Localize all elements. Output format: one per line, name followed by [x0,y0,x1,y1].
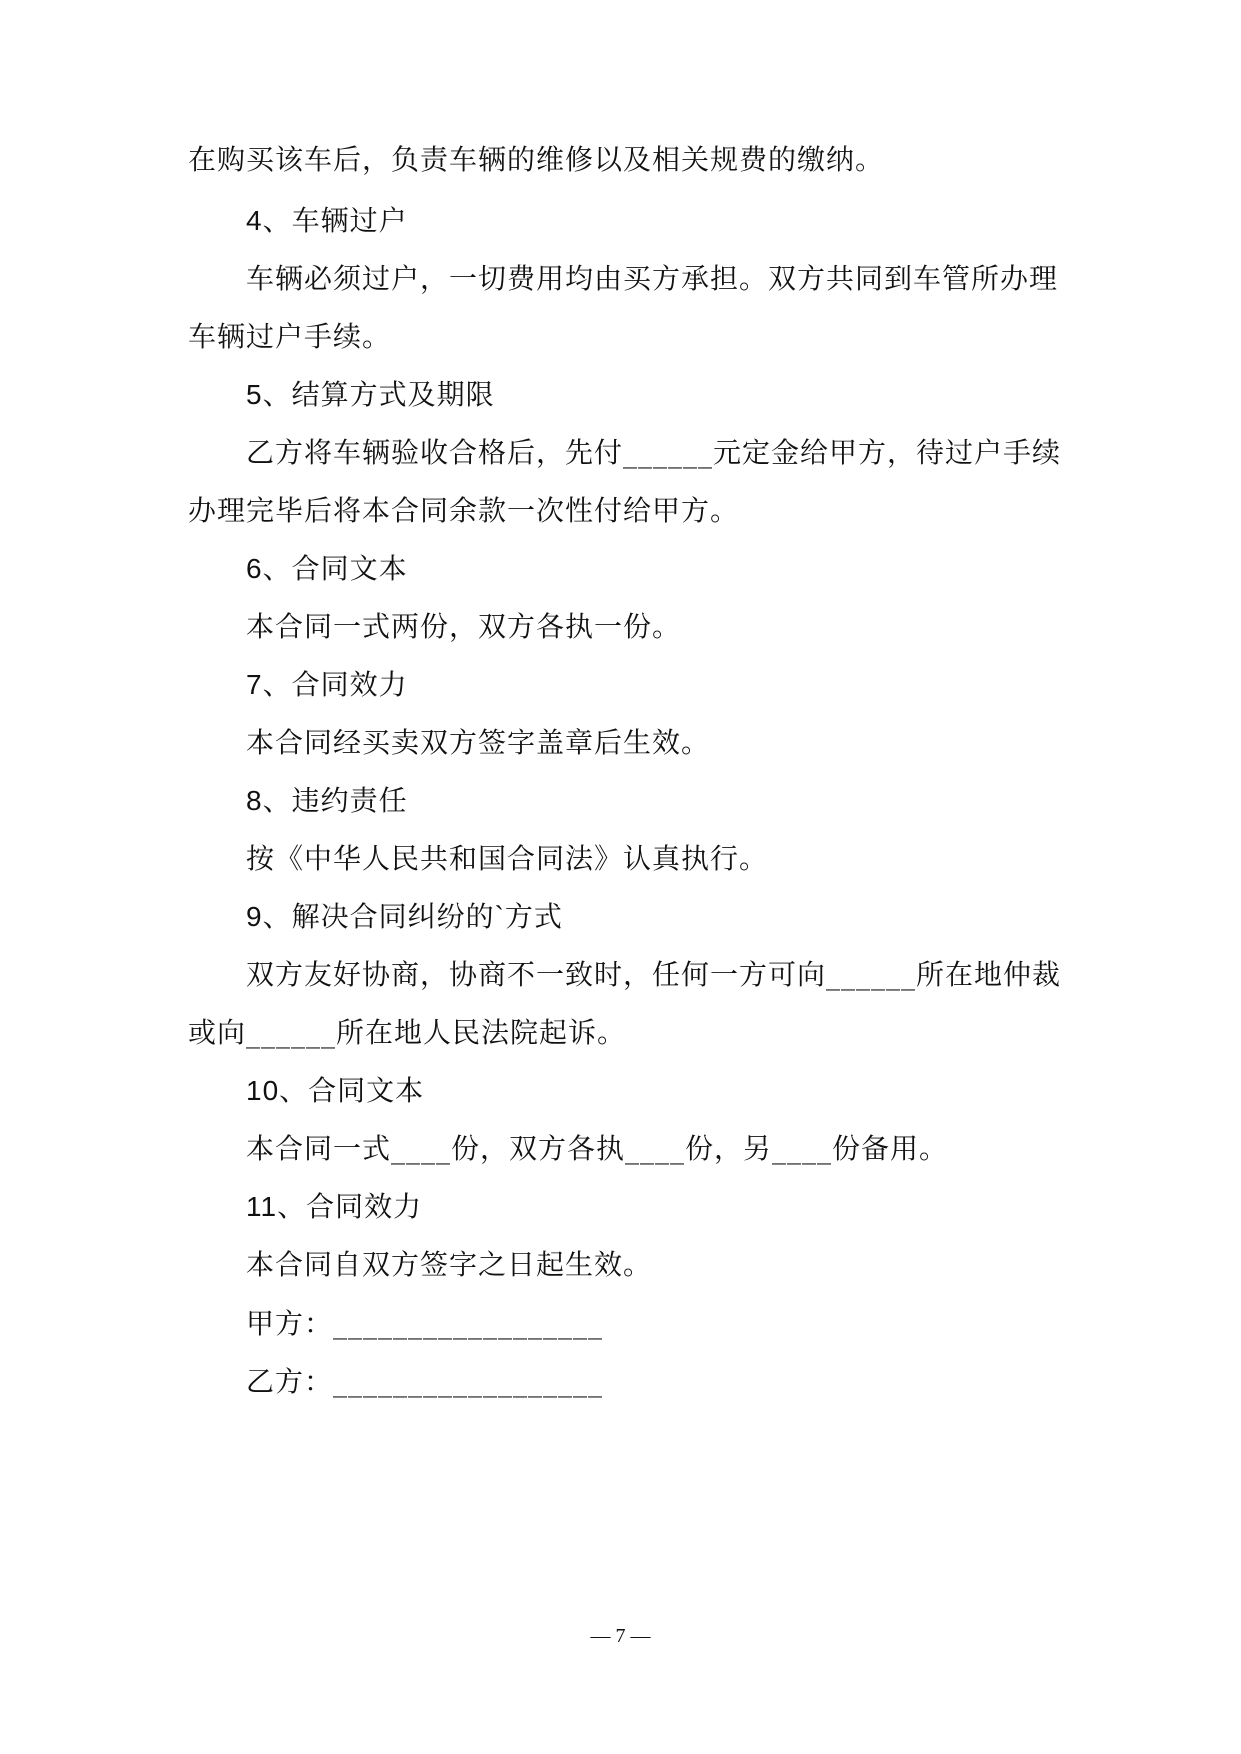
text-line-18: 本合同一式____份，双方各执____份，另____份备用。 [246,1132,949,1165]
section-heading-9: 9、解决合同纠纷的`方式 [246,901,563,932]
text-line-9: 本合同一式两份，双方各执一份。 [246,610,682,643]
section-heading-5: 5、结算方式及期限 [246,379,495,410]
section-heading-4: 4、车辆过户 [246,205,408,236]
text-line-3: 车辆必须过户，一切费用均由买方承担。双方共同到车管所办理 [246,262,1059,295]
party-b-signature-line: 乙方：__________________ [246,1365,604,1398]
text-line-16: 或向______所在地人民法院起诉。 [188,1016,627,1049]
text-line-20: 本合同自双方签字之日起生效。 [246,1248,653,1281]
section-heading-8: 8、违约责任 [246,785,408,816]
section-heading-11: 11、合同效力 [246,1191,423,1222]
text-line-11: 本合同经买卖双方签字盖章后生效。 [246,726,711,759]
section-heading-6: 6、合同文本 [246,553,408,584]
text-line-1: 在购买该车后，负责车辆的维修以及相关规费的缴纳。 [188,143,885,176]
text-line-6: 乙方将车辆验收合格后，先付______元定金给甲方，待过户手续 [246,436,1062,469]
text-line-7: 办理完毕后将本合同余款一次性付给甲方。 [188,494,740,527]
text-line-13: 按《中华人民共和国合同法》认真执行。 [246,842,769,875]
section-heading-10: 10、合同文本 [246,1075,425,1106]
page-number: — 7 — [590,1625,651,1647]
party-a-signature-line: 甲方：__________________ [246,1307,604,1340]
section-heading-7: 7、合同效力 [246,669,408,700]
text-line-15: 双方友好协商，协商不一致时，任何一方可向______所在地仲裁 [246,958,1062,991]
text-line-4: 车辆过户手续。 [188,320,392,353]
